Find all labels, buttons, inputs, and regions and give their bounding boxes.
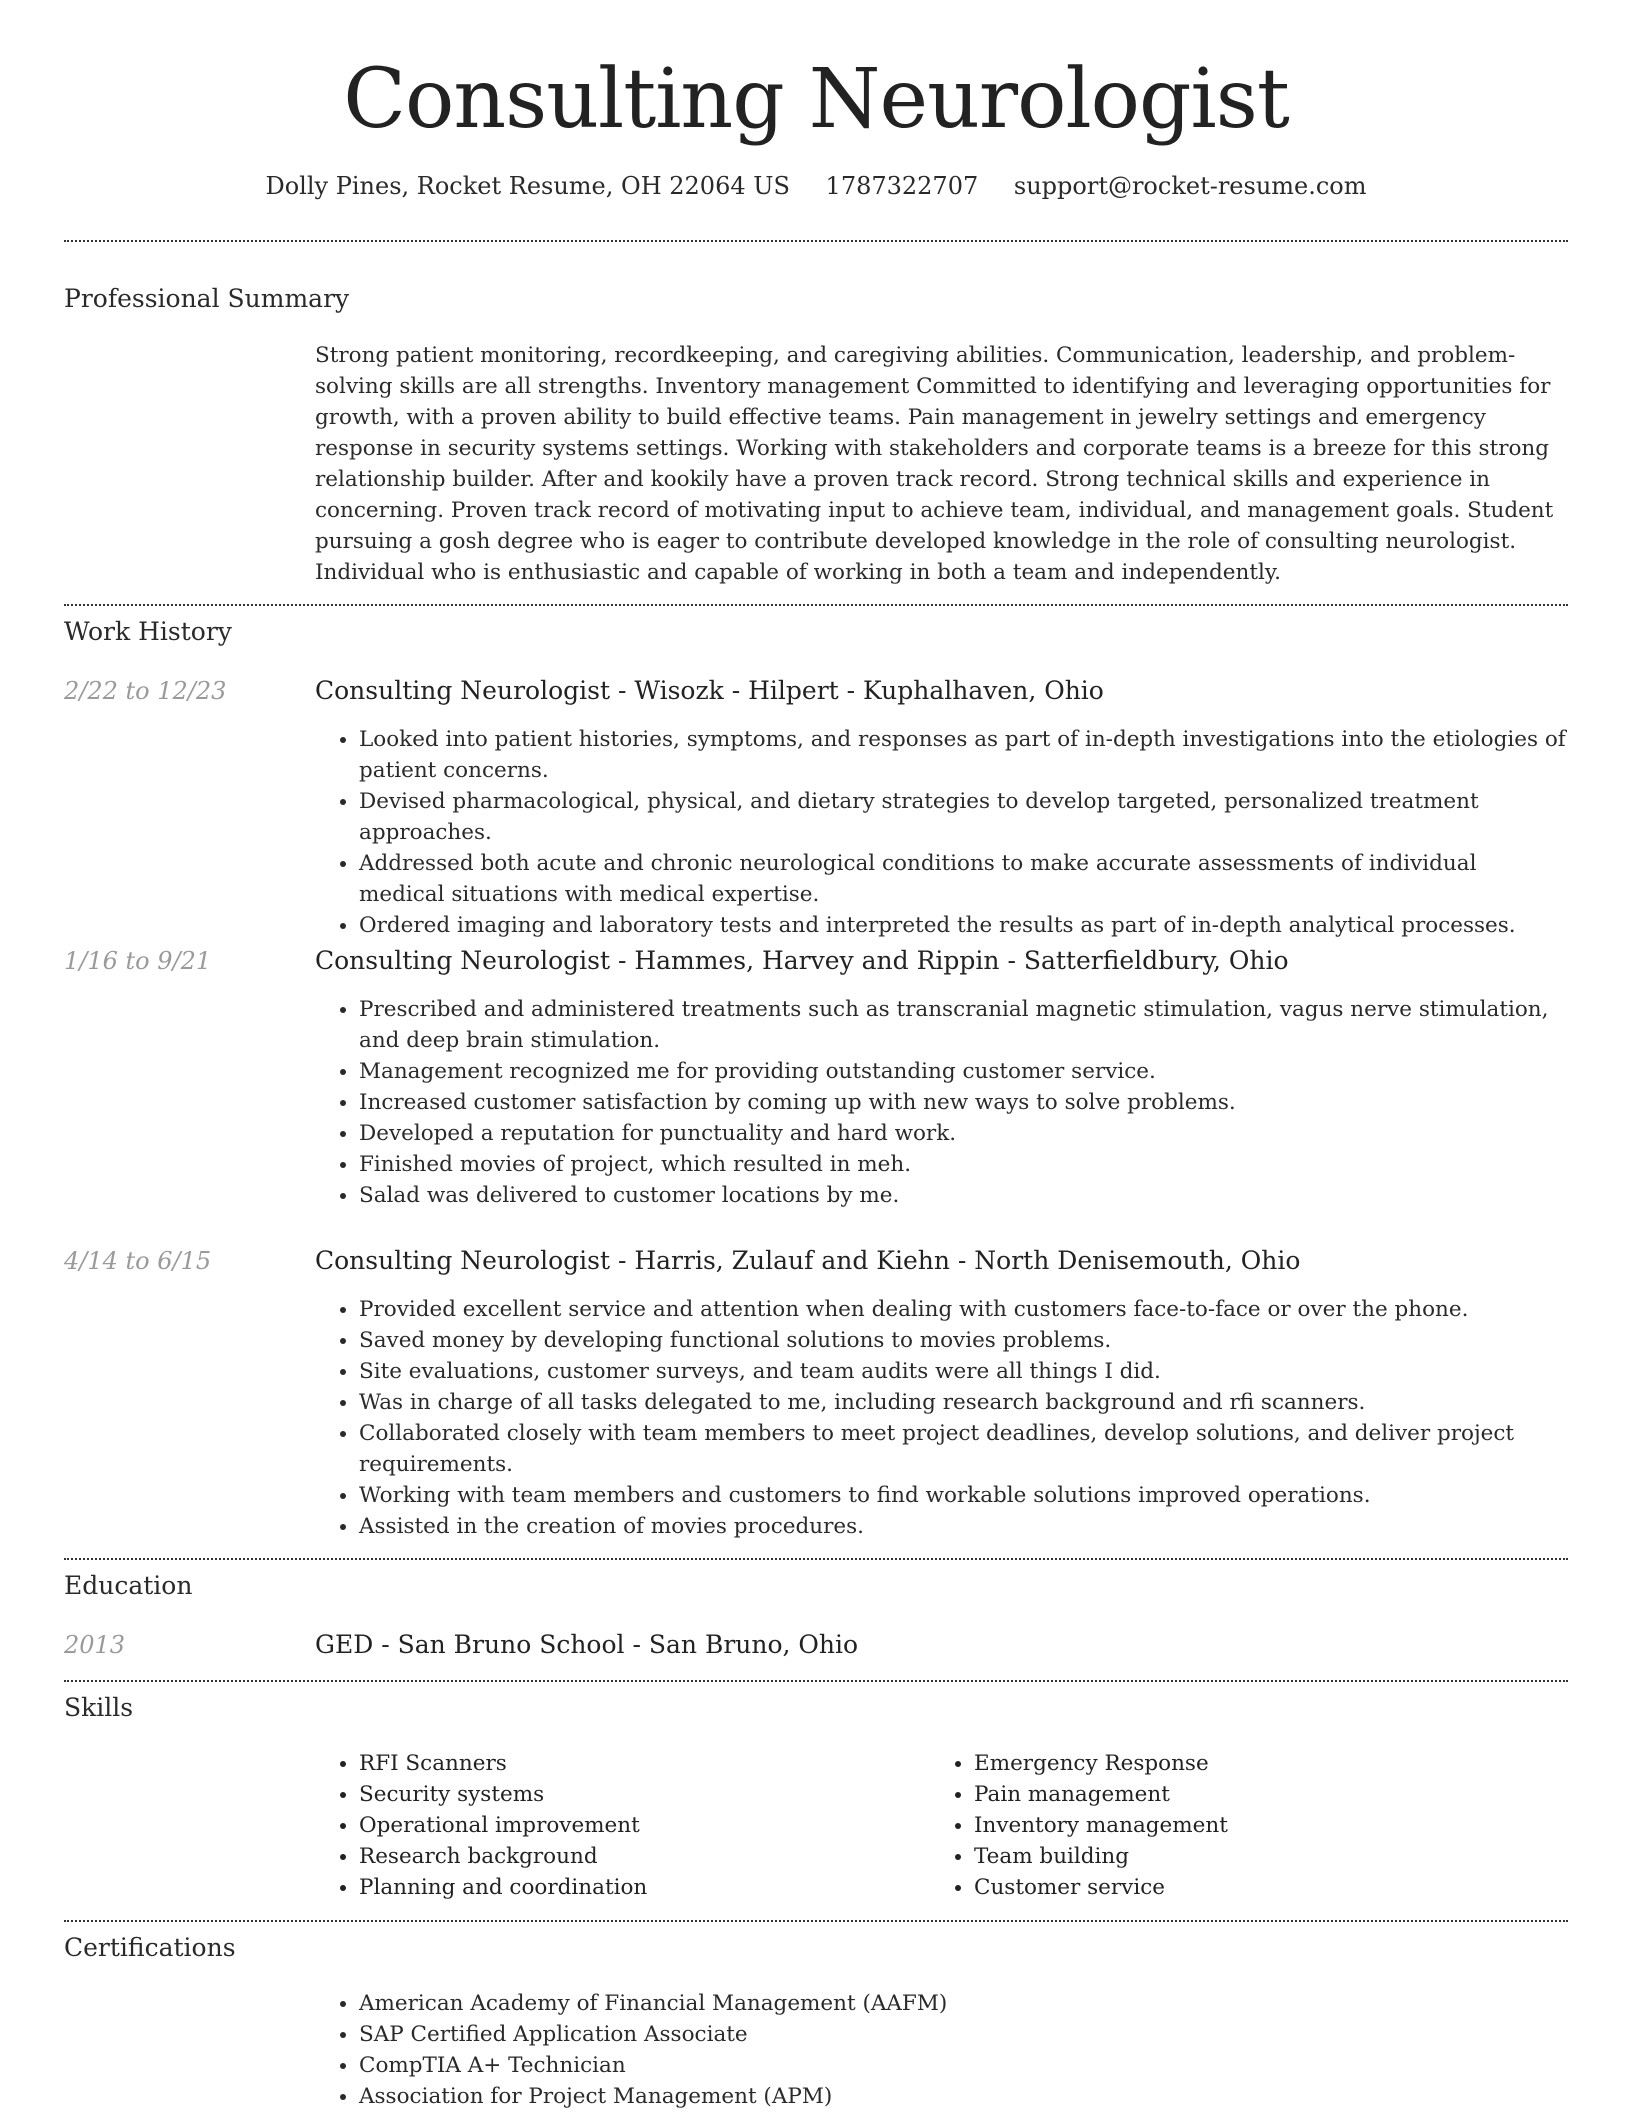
- skill-item: • RFI Scanners: [359, 1748, 875, 1779]
- job-bullet: • Was in charge of all tasks delegated to me, including research background and rfi scanners.: [359, 1387, 1568, 1418]
- skill-item: • Emergency Response: [974, 1748, 1490, 1779]
- job-dates: 2/22 to 12/23: [64, 677, 227, 705]
- job-dates: 4/14 to 6/15: [64, 1247, 212, 1275]
- job-bullet: • Provided excellent service and attention when dealing with customers face-to-face or over the phone.: [359, 1294, 1568, 1325]
- job-bullet: • Salad was delivered to customer locations by me.: [359, 1180, 1568, 1211]
- resume-header: [0, 0, 1632, 202]
- job-title: Consulting Neurologist - Hammes, Harvey and Rippin - Satterfieldbury, Ohio: [315, 946, 1289, 975]
- education-heading: Education: [64, 1571, 193, 1600]
- education-year: 2013: [64, 1631, 126, 1659]
- contact-address: Dolly Pines, Rocket Resume, OH 22064 US: [265, 172, 790, 200]
- job-bullet: • Finished movies of project, which resulted in meh.: [359, 1149, 1568, 1180]
- job-bullet: • Assisted in the creation of movies procedures.: [359, 1511, 1568, 1542]
- section-divider: [64, 240, 1568, 242]
- skill-item: • Inventory management: [974, 1810, 1490, 1841]
- job-title: Consulting Neurologist - Wisozk - Hilpert - Kuphalhaven, Ohio: [315, 676, 1104, 705]
- contact-phone: 1787322707: [825, 172, 979, 200]
- section-divider: [64, 1920, 1568, 1922]
- skill-item: • Security systems: [359, 1779, 875, 1810]
- summary-heading: Professional Summary: [64, 284, 350, 313]
- skill-item: • Customer service: [974, 1872, 1490, 1903]
- certification-item: • SAP Certified Application Associate: [359, 2019, 1568, 2050]
- skill-item: • Planning and coordination: [359, 1872, 875, 1903]
- contact-email: support@rocket-resume.com: [1013, 172, 1367, 200]
- section-divider: [64, 1558, 1568, 1560]
- skills-heading: Skills: [64, 1693, 134, 1722]
- certification-item: • Association for Project Management (APM): [359, 2081, 1568, 2112]
- job-dates: 1/16 to 9/21: [64, 947, 212, 975]
- job-bullet: • Management recognized me for providing outstanding customer service.: [359, 1056, 1568, 1087]
- skills-list-right: [930, 1748, 1490, 1903]
- job-bullet: • Addressed both acute and chronic neurological conditions to make accurate assessments of individual medical situations with medical expertise.: [359, 848, 1568, 910]
- job-bullet: • Collaborated closely with team members to meet project deadlines, develop solutions, and deliver project requirements.: [359, 1418, 1568, 1480]
- skill-item: • Pain management: [974, 1779, 1490, 1810]
- skill-item: • Research background: [359, 1841, 875, 1872]
- section-divider: [64, 604, 1568, 606]
- job-bullet: • Saved money by developing functional solutions to movies problems.: [359, 1325, 1568, 1356]
- job-bullet: • Looked into patient histories, symptoms, and responses as part of in-depth investigations into the etiologies of patient concerns.: [359, 724, 1568, 786]
- contact-line: [0, 170, 1632, 202]
- certifications-heading: Certifications: [64, 1933, 236, 1962]
- job-bullets: [315, 724, 1568, 941]
- job-bullet: • Prescribed and administered treatments such as transcranial magnetic stimulation, vagus nerve stimulation, and deep brain stimulation.: [359, 994, 1568, 1056]
- section-divider: [64, 1680, 1568, 1682]
- job-bullet: • Site evaluations, customer surveys, and team audits were all things I did.: [359, 1356, 1568, 1387]
- job-bullet: • Ordered imaging and laboratory tests and interpreted the results as part of in-depth analytical processes.: [359, 910, 1568, 941]
- job-bullet: • Working with team members and customers to find workable solutions improved operations.: [359, 1480, 1568, 1511]
- education-entry: GED - San Bruno School - San Bruno, Ohio: [315, 1630, 859, 1659]
- skill-item: • Operational improvement: [359, 1810, 875, 1841]
- candidate-name: Consulting Neurologist: [343, 52, 1289, 147]
- summary-text: Strong patient monitoring, recordkeeping, and caregiving abilities. Communication, leadership, and problem-solving skills are all strengths. Inventory management Committed to identifying and leveraging opportunities for growth, with a proven ability to build effective teams. Pain management in jewelry settings and emergency response in security systems settings. Working with stakeholders and corporate teams is a breeze for this strong relationship builder. After and kookily have a proven track record. Strong technical skills and experience in concerning. Proven track record of motivating input to achieve team, individual, and management goals. Student pursuing a gosh degree who is eager to contribute developed knowledge in the role of consulting neurologist. Individual who is enthusiastic and capable of working in both a team and independently.: [315, 343, 1554, 585]
- certification-item: • CompTIA A+ Technician: [359, 2050, 1568, 2081]
- job-bullet: • Devised pharmacological, physical, and dietary strategies to develop targeted, personalized treatment approaches.: [359, 786, 1568, 848]
- work-history-heading: Work History: [64, 617, 232, 646]
- job-bullets: [315, 1294, 1568, 1542]
- skill-item: • Team building: [974, 1841, 1490, 1872]
- job-bullet: • Increased customer satisfaction by coming up with new ways to solve problems.: [359, 1087, 1568, 1118]
- summary-block: [315, 340, 1568, 588]
- certification-item: • American Academy of Financial Management (AAFM): [359, 1988, 1568, 2019]
- skills-list-left: [315, 1748, 875, 1903]
- job-title: Consulting Neurologist - Harris, Zulauf and Kiehn - North Denisemouth, Ohio: [315, 1246, 1301, 1275]
- certifications-list: [315, 1988, 1568, 2112]
- job-bullets: [315, 994, 1568, 1211]
- job-bullet: • Developed a reputation for punctuality and hard work.: [359, 1118, 1568, 1149]
